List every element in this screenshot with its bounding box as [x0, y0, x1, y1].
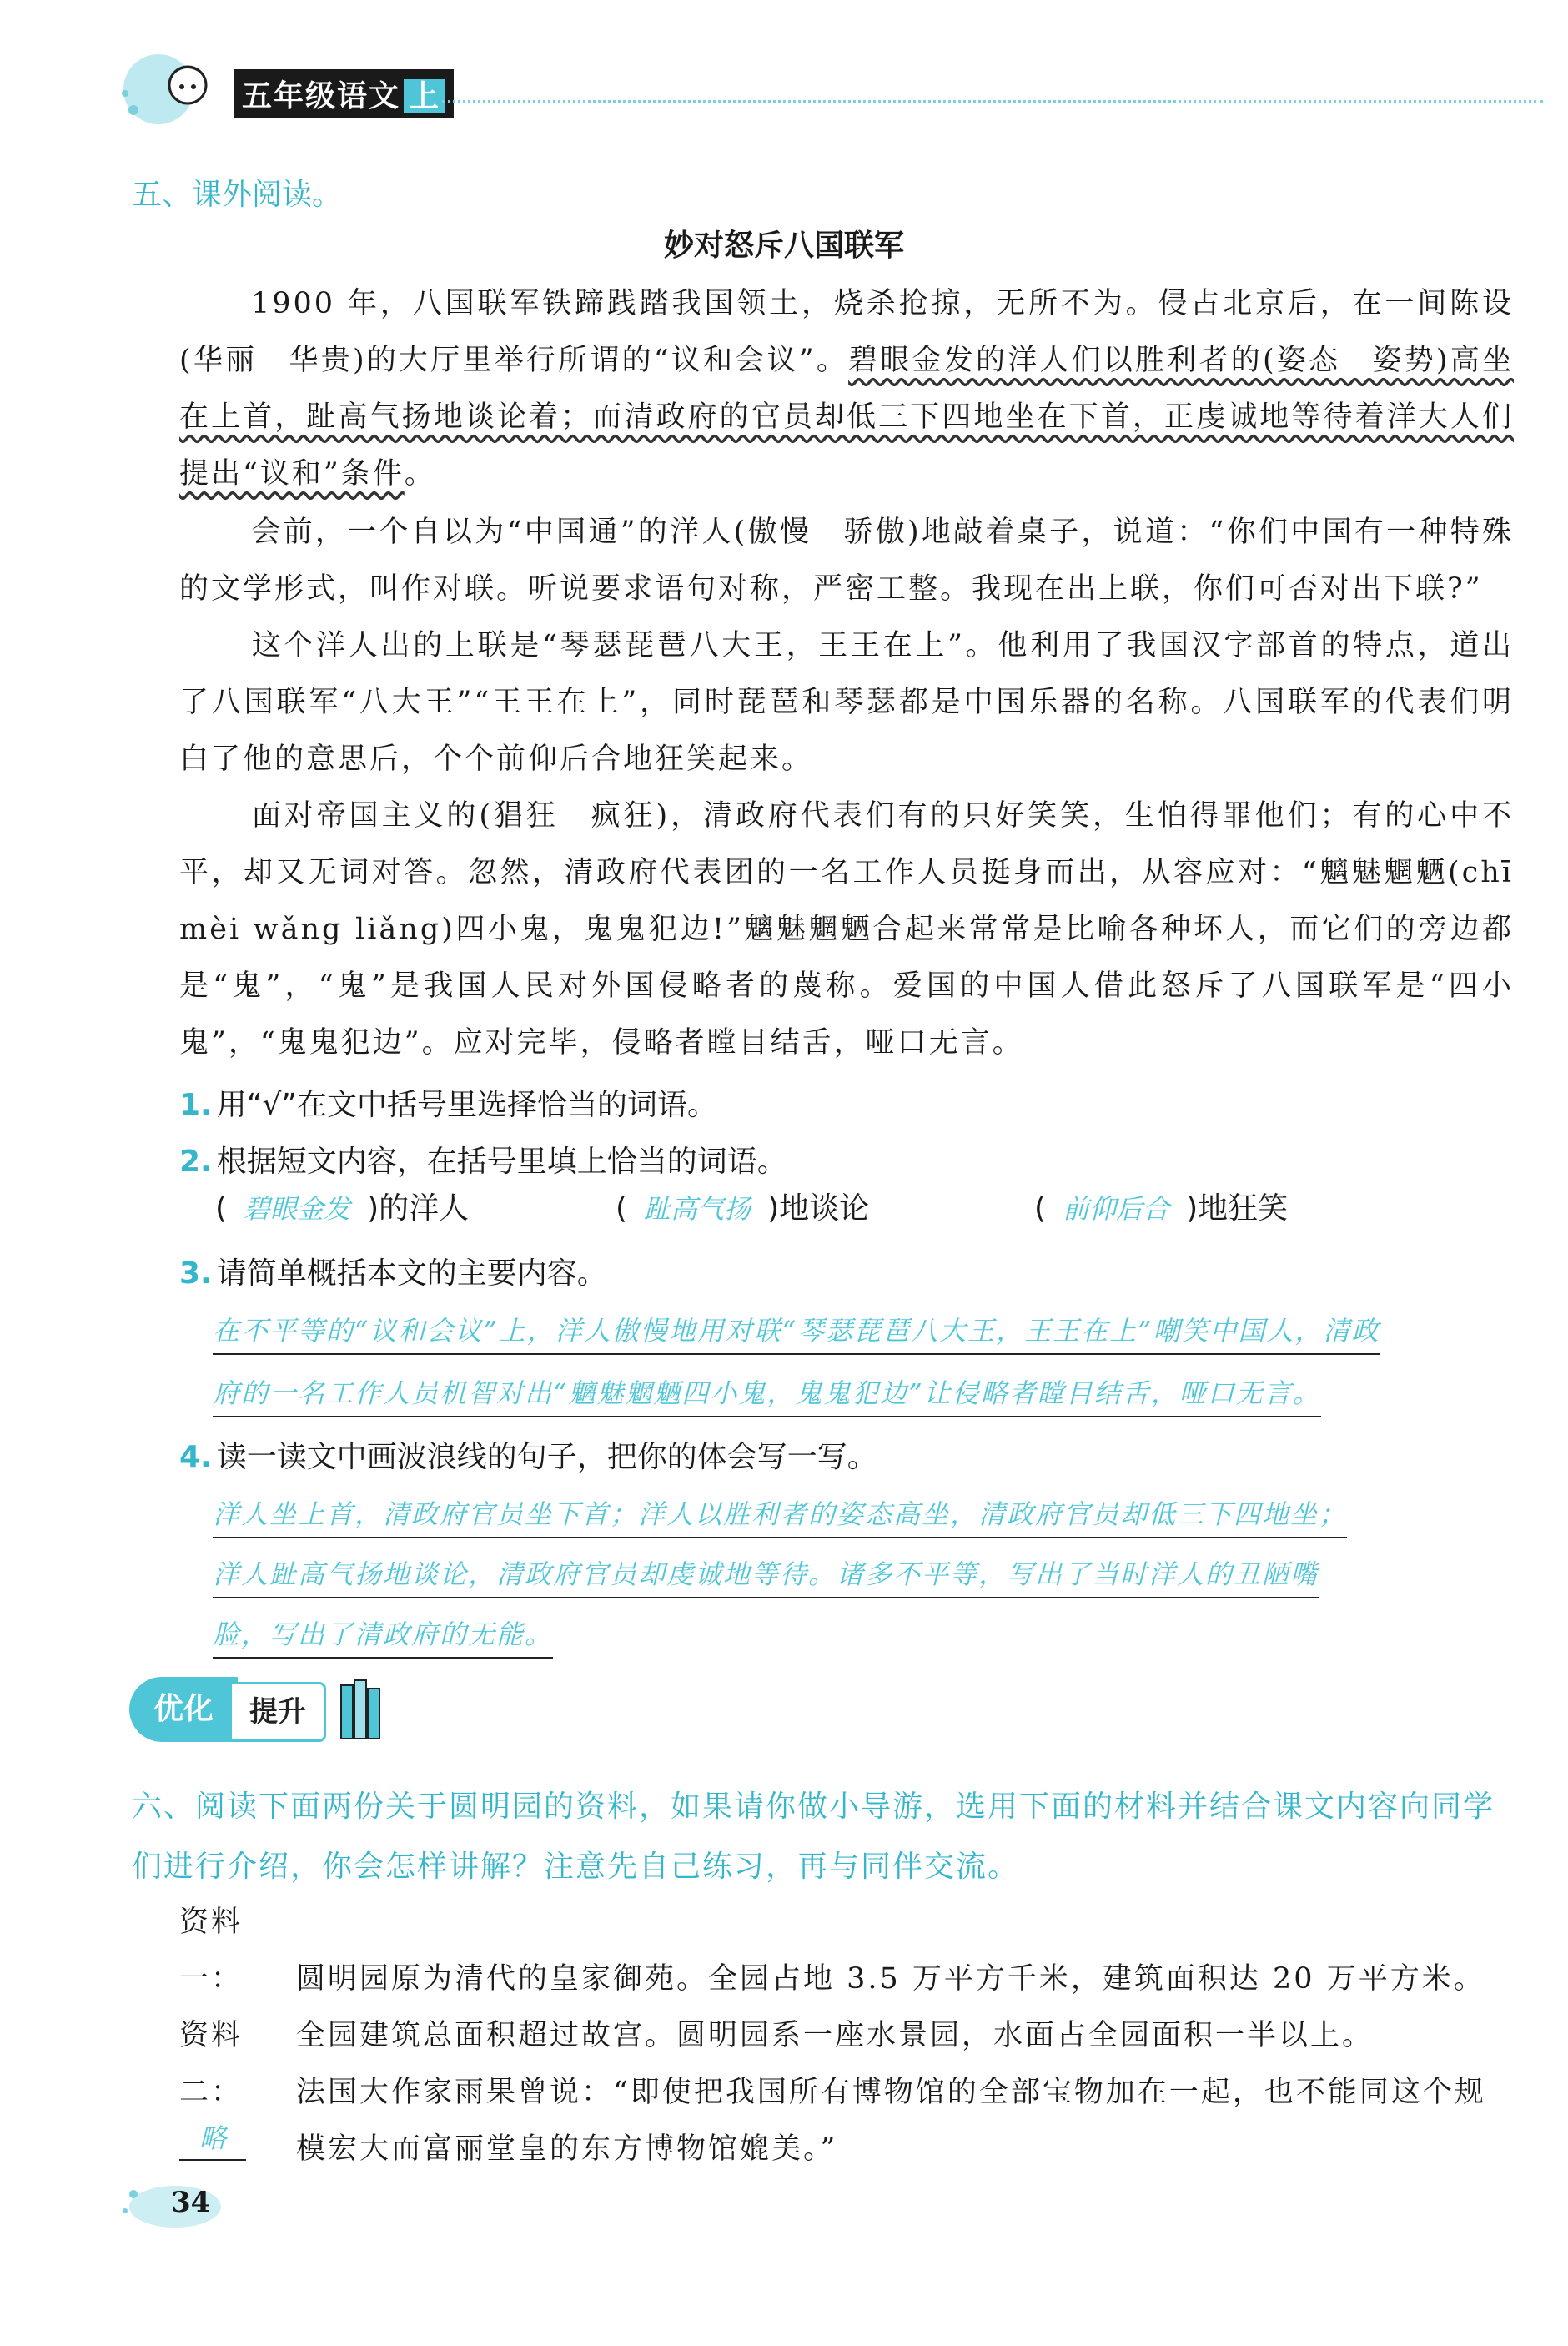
question-1: 1. 用“√”在文中括号里选择恰当的词语。: [179, 1088, 717, 1122]
q3-answer-line-1: 在不平等的“议和会议”上，洋人傲慢地用对联“琴瑟琵琶八大王，王王在上”嘲笑中国人，清政: [213, 1310, 1380, 1355]
question-3: 3. 请简单概括本文的主要内容。: [179, 1256, 607, 1291]
wavy-underlined-sentence: 碧眼金发的洋人们以胜利者的(姿态 姿势)高坐在上首，趾高气扬地谈论着；而清政府的官员却低三下四地坐在下首，正虔诚地等待着洋大人们提出“议和”条件: [179, 344, 1514, 491]
blank-1: ( 碧眼金发 )的洋人: [215, 1191, 470, 1226]
q4-answer-line-2: 洋人趾高气扬地谈论，清政府官员却虔诚地等待。诸多不平等，写出了当时洋人的丑陋嘴: [213, 1553, 1319, 1598]
material-1-text: 圆明园原为清代的皇家御苑。全园占地 3.5 万平方千米，建筑面积达 20 万平方米。全园建筑总面积超过故宫。圆明园系一座水景园，水面占全园面积一半以上。: [296, 1962, 1485, 2052]
header-dotted-line: [442, 100, 1543, 103]
q4-answer-line-1: 洋人坐上首，清政府官员坐下首；洋人以胜利者的姿态高坐，清政府官员却低三下四地坐；: [213, 1493, 1347, 1538]
paragraph-2: 会前，一个自以为“中国通”的洋人(傲慢 骄傲)地敲着桌子，说道：“你们中国有一种特殊的文学形式，叫作对联。听说要求语句对称，严密工整。我现在出上联，你们可否对出下联?”: [179, 516, 1514, 606]
material-1-label: 资料一：: [179, 1905, 244, 1996]
page-header: [125, 68, 454, 118]
books-icon: [338, 1677, 388, 1744]
section-6-answer: 略: [179, 2117, 246, 2161]
section-5-heading: 五、课外阅读。: [132, 178, 343, 212]
question-4: 4. 读一读文中画波浪线的句子，把你的体会写一写。: [179, 1440, 877, 1474]
material-2: [179, 2007, 1514, 2177]
paragraph-4: 面对帝国主义的(猖狂 疯狂)，清政府代表们有的只好笑笑，生怕得罪他们；有的心中不平，却又无词对答。忽然，清政府代表团的一名工作人员挺身而出，从容应对：“魑魅魍魉(chī mèi wǎng liǎng)四小鬼，鬼鬼犯边!”魑魅魍魉合起来常常是比喻各种坏人，而它们的旁边都是“鬼”，“鬼”是我国人民对外国侵略者的蔑称。爱国的中国人借此怒斥了八国联军是“四小鬼”，“鬼鬼犯边”。应对完毕，侵略者瞠目结舌，哑口无言。: [179, 799, 1514, 1060]
volume-badge: 上: [404, 79, 445, 113]
paragraph-1: 1900 年，八国联军铁蹄践踏我国领土，烧杀抢掠，无所不为。侵占北京后，在一间陈设(华丽 华贵)的大厅里举行所谓的“议和会议”。碧眼金发的洋人们以胜利者的(姿态 姿势)高坐在上首，趾高气扬地谈论着；而清政府的官员却低三下四地坐在下首，正虔诚地等待着洋大人们提出“议和”条件。: [179, 287, 1514, 491]
cartoon-girl-logo-icon: [108, 43, 234, 135]
article-title: 妙对怒斥八国联军: [663, 229, 904, 263]
badge-part-2: 提升: [229, 1682, 326, 1742]
section-6-heading: 六、阅读下面两份关于圆明园的资料，如果请你做小导游，选用下面的材料并结合课文内容向同学们进行介绍，你会怎样讲解？注意先自己练习，再与同伴交流。: [132, 1790, 1495, 1884]
blank-3: ( 前仰后合 )地狂笑: [1034, 1191, 1289, 1226]
page-number: 34: [171, 2186, 211, 2219]
material-2-label: 资料二：: [179, 2019, 244, 2109]
q4-answer-line-3: 脸，写出了清政府的无能。: [213, 1614, 553, 1659]
question-2: 2. 根据短文内容，在括号里填上恰当的词语。: [179, 1145, 787, 1179]
blank-2: ( 趾高气扬 )地谈论: [616, 1191, 870, 1226]
badge-part-1: 优化: [129, 1677, 238, 1742]
material-2-text: 法国大作家雨果曾说：“即使把我国所有博物馆的全部宝物加在一起，也不能同这个规模宏大而富丽堂皇的东方博物馆媲美。”: [296, 2076, 1486, 2166]
paragraph-3: 这个洋人出的上联是“琴瑟琵琶八大王，王王在上”。他利用了我国汉字部首的特点，道出了八国联军“八大王”“王王在上”，同时琵琶和琴瑟都是中国乐器的名称。八国联军的代表们明白了他的意思后，个个前仰后合地狂笑起来。: [179, 629, 1514, 776]
book-title: 五年级语文 上: [234, 69, 454, 118]
q3-answer-line-2: 府的一名工作人员机智对出“魑魅魍魉四小鬼，鬼鬼犯边”让侵略者瞠目结舌，哑口无言。: [213, 1372, 1321, 1417]
